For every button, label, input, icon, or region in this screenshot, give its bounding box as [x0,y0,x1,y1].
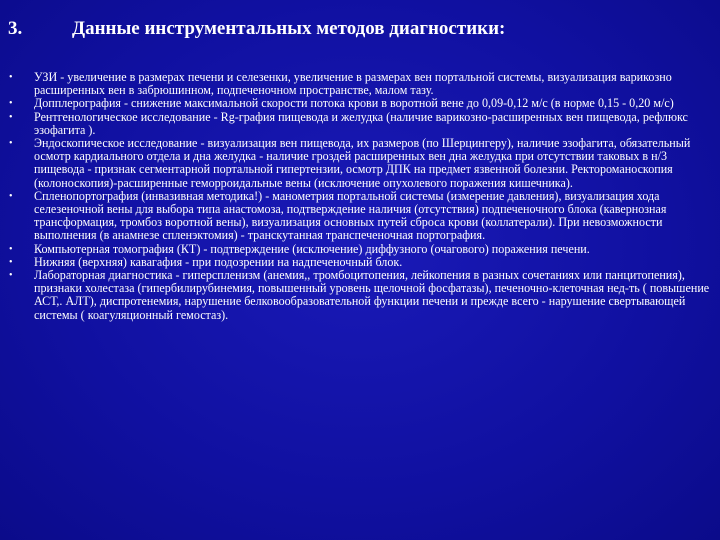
bullet-icon: • [9,256,13,268]
bullet-icon: • [9,98,13,110]
bullet-icon: • [9,138,13,150]
list-item-text: УЗИ - увеличение в размерах печени и селезенки, увеличение в размерах вен портальной системы, визуализация варикозно расширенных вен в забрюшинном, подпеченочном пространстве, малом тазу. [34,70,672,98]
bullet-icon: • [9,72,13,83]
list-item [0,111,716,137]
list-item [0,190,716,243]
section-number: 3. [8,18,23,39]
bullet-list [0,71,716,322]
list-item-text: Эндоскопическое исследование - визуализация вен пищевода, их размеров (по Шерцингеру), наличие эзофагита, обязательный осмотр кардиального отдела и дна желудка - наличие гроздей расширенных вен дна желудка при отсутствии таковых в н/3 пищевода - признак сегментарной портальной гипертензии, осмотр ДПК на предмет язвенной болезни. Ректороманоскопия (колоноскопия)-расширенные геморроидальные вены (исключение опухолевого поражения кишечника). [34,136,691,190]
list-item-text: Допплерография - снижение максимальной скорости потока крови в воротной вене до 0,09-0,12 м/с (в норме 0,15 - 0,20 м/с) [34,96,674,111]
list-item-text: Компьютерная томография (КТ) - подтверждение (исключение) диффузного (очагового) поражения печени. [34,241,590,256]
bullet-icon: • [9,243,13,255]
list-item [0,71,716,97]
list-item-text: Нижняя (верхняя) кавагафия - при подозрении на надпеченочный блок. [34,254,403,269]
slide-header [8,18,708,48]
bullet-icon: • [9,270,13,282]
list-item-text: Лабораторная диагностика - гиперспленизм (анемия,, тромбоцитопения, лейкопения в разных сочетаниях или панцитопения), признаки холестаза (гипербилирубинемия, повышенный уровень щелочной фосфатазы), печеночно-клеточная нед-ть ( повышение АСТ,. АЛТ), диспротенемия, нарушение белковообразовательной функции печени и прежде всего - нарушение свертывающей системы ( коагуляционный гемостаз). [34,268,710,322]
list-item-text: Рентгенологическое исследование - Rg-графия пищевода и желудка (наличие варикозно-расширенных вен пищевода, рефлюкс эзофагита ). [34,109,688,137]
list-item [0,137,716,190]
bullet-icon: • [9,190,13,202]
list-item-text: Спленопортография (инвазивная методика!) - манометрия портальной системы (измерение давления), визуализация хода селезеночной вены для выбора типа анастомоза, подтверждение наличия (отсутствия) подпеченочного блока (кавернозная трансформация, тромбоз воротной вены), визуализация основных путей сброса крови (коллатерали). При невозможности выполнения (в анамнезе спленэктомия) - транскутанная транспеченочная портография. [34,188,667,243]
bullet-icon: • [9,111,13,123]
slide-title: Данные инструментальных методов диагностики: [72,18,506,39]
list-item [0,269,716,322]
